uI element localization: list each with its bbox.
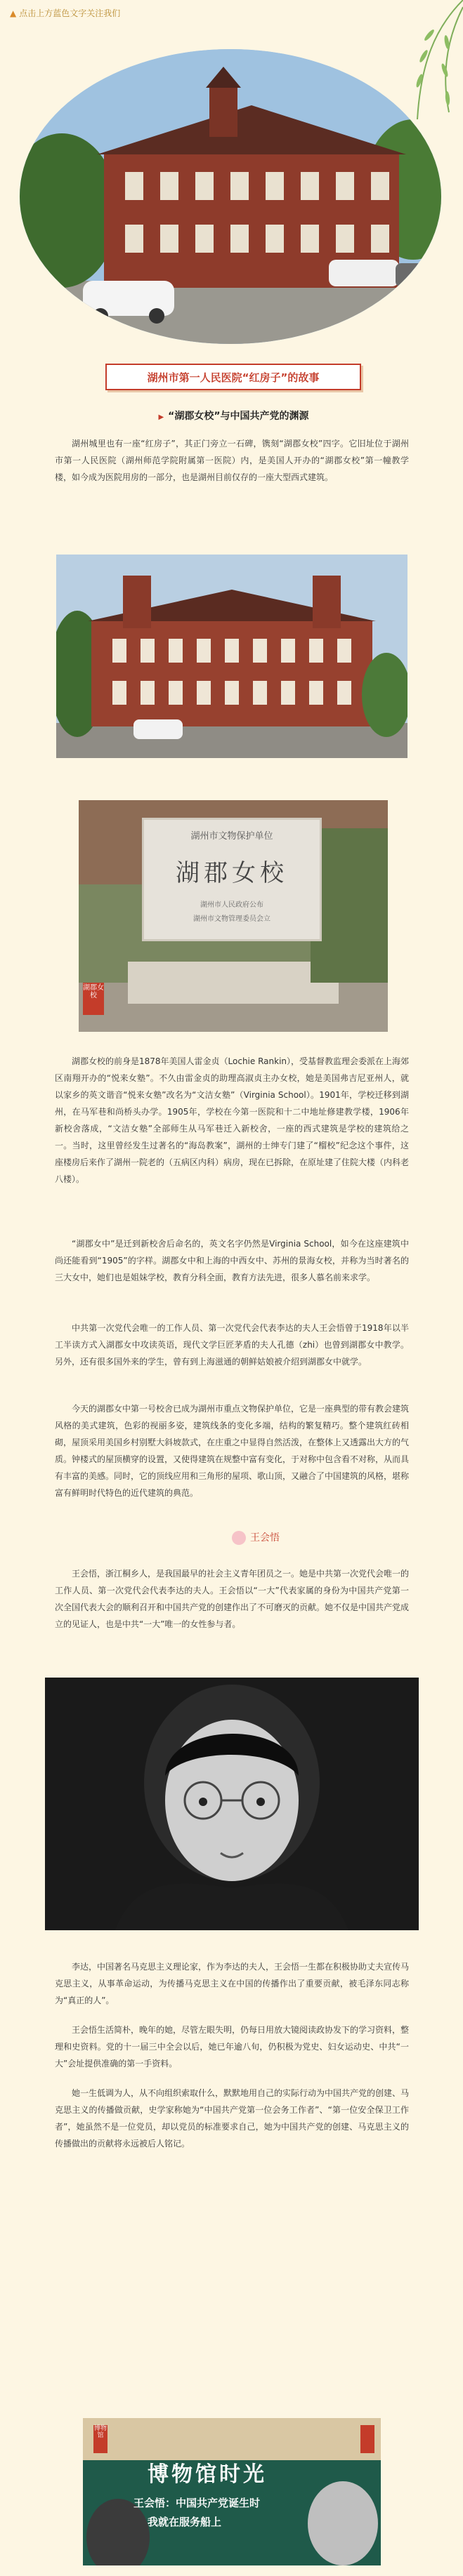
follow-tip[interactable]	[10, 7, 120, 19]
article-title-text: 湖州市第一人民医院“红房子”的故事	[147, 371, 320, 384]
sign-line4: 湖州市文物管理委员会立	[193, 915, 270, 923]
building-photo	[56, 555, 407, 758]
sign-line2: 湖郡女校	[176, 859, 288, 887]
banner-line2: 我就在服务船上	[148, 2516, 222, 2528]
pink-circle-icon	[232, 1531, 246, 1545]
banner-title: 博物馆时光	[148, 2462, 267, 2487]
article-title	[105, 364, 361, 390]
paragraph-later-life: 王会悟生活简朴，晚年的她，尽管左眼失明，仍每日用放大镜阅读政协发下的学习资料，整理和史资料。党的十一届三中全会以后，她已年逾八旬，仍积极为党史、妇女运动史、中共“一大”会址提供准确的第一手资料。	[55, 2025, 410, 2069]
paragraph-history: 湖郡女校的前身是1878年美国人雷金贞（Lochie Rankin），受基督教监理会委派在上海郊区南翔开办的“悦来女塾”。不久由雷金贞的助理高淑贞主办女校，她是美国弗吉尼亚州人，就以家乡的英文谐音“悦来女塾”改名为“文洁女塾”（Virginia School）。1901年，学校迁移到湖州，在马军巷和尚桥头办学。1905年，学校在今第一医院和十二中地址修建教学楼，1906年新校舍落成，“文洁女塾”全部师生从马军巷迁入新校舍，一座的西式建筑是学校的建筑给之一。当时，这里曾经发生过著名的“海岛教案”，湖州的士绅专门建了“榴校”纪念这个事件，这座楼房后来作了湖州一院老的（五病区内科）病房，现在已拆除，在原址建了住院大楼（内科老八楼）。	[55, 1056, 410, 1184]
portrait-photo	[45, 1678, 419, 1930]
follow-tip-text: 点击上方蓝色文字关注我们	[19, 8, 121, 18]
paragraph-li-da: 李达，中国著名马克思主义理论家，作为李达的夫人，王会悟一生都在积极协助丈夫宣传马克思主义，从事革命运动，为传播马克思主义在中国的传播作出了重要贡献，被毛泽东同志称为“真正的人”。	[55, 1962, 410, 2005]
red-house-oval-photo	[20, 49, 441, 344]
section-subtitle-text: “湖郡女校”与中国共产党的渊源	[168, 411, 309, 422]
person-caption	[232, 1530, 280, 1545]
pin-icon: ▲	[10, 8, 17, 18]
banner-seal: 博物馆	[93, 2425, 107, 2439]
paragraph-intro: 湖州城里也有一座“红房子”，其正门旁立一石碑，镌刻“湖郡女校”四字。它旧址位于湖州市第一人民医院（湖州师范学院附属第一医院）内，是美国人开办的“湖郡女校”第一幢教学楼，如今成为医院用房的一部分，也是湖州目前仅存的一座大型西式建筑。	[55, 439, 409, 482]
museum-banner[interactable]	[83, 2418, 381, 2565]
paragraph-legacy: 她一生低调为人，从不向组织索取什么，默默地用自己的实际行动为中国共产党的创建、马克思主义的传播做贡献，史学家称她为“中国共产党第一位会务工作者”、“第一位安全保卫工作者”，她虽然不是一位党员，却以党员的标准要求自己，她为中国共产党的创建、马克思主义的传播做出的贡献将永远被后人铭记。	[55, 2088, 410, 2149]
triangle-icon: ▶	[158, 413, 164, 421]
paragraph-architecture: 今天的湖郡女中第一号校舍已成为湖州市重点文物保护单位，它是一座典型的带有教会建筑风格的美式建筑，色彩的视丽多姿，建筑线条的变化多端，结构的繁复精巧。整个建筑红砖相砌，屋顶采用美国乡村别墅大斜坡款式，在庄重之中显得自然活泼，在整体上又透露出大方的气质。钟楼式的屋顶横穿的设置，又使得建筑在规整中富有变化，于对称中包含看不对称，从而具有丰富的美感。同时，它的顶线应用和三角形的屋项、歌山顶，又融合了中国建筑的风格，堪称富有鲜明时代特色的近代建筑的典范。	[55, 1404, 410, 1498]
sign-line1: 湖州市文物保护单位	[190, 831, 273, 842]
section-subtitle	[0, 409, 463, 423]
sign-line3: 湖州市人民政府公布	[200, 901, 263, 909]
stone-sign	[142, 818, 322, 941]
person-caption-text: 王会悟	[250, 1532, 280, 1543]
paragraph-wang-huiwu: 王会悟，浙江桐乡人，是我国最早的社会主义青年团员之一。她是中共第一次党代会唯一的工作人员、第一次党代会代表李达的夫人。王会悟以“一大”代表家属的身份为中国共产党第一次全国代表大会的顺利召开和中国共产党的创建作出了不可磨灭的贡献。她不仅是中国共产党成立的见证人，也是中共“一大”唯一的女性参与者。	[55, 1569, 410, 1629]
paragraph-people: 中共第一次党代会唯一的工作人员、第一次党代会代表李达的夫人王会悟曾于1918年以半工半读方式入湖郡女中攻读英语，现代文学巨匠茅盾的夫人孔德（zhi）也曾到湖郡女中教学。另外，还有很多国外来的学生，曾有到上海滋通的朝鲜姑娘被介绍到湖郡女中就学。	[55, 1323, 409, 1367]
red-seal-text: 湖郡女校	[83, 984, 104, 1000]
banner-line1: 王会悟：中国共产党诞生时	[133, 2497, 261, 2509]
red-seal-stamp	[83, 983, 104, 1015]
paragraph-name: “湖郡女中”是迁到新校舍后命名的，英文名字仍然是Virginia School，如今在这座建筑中尚还能看到“1905”的字样。湖郡女中和上海的中西女中、苏州的景海女校，并称为当时著名的三大女中，她们也是姐妹学校，教育分科全面，教育方法先进，很多人慕名前来求学。	[55, 1239, 409, 1282]
